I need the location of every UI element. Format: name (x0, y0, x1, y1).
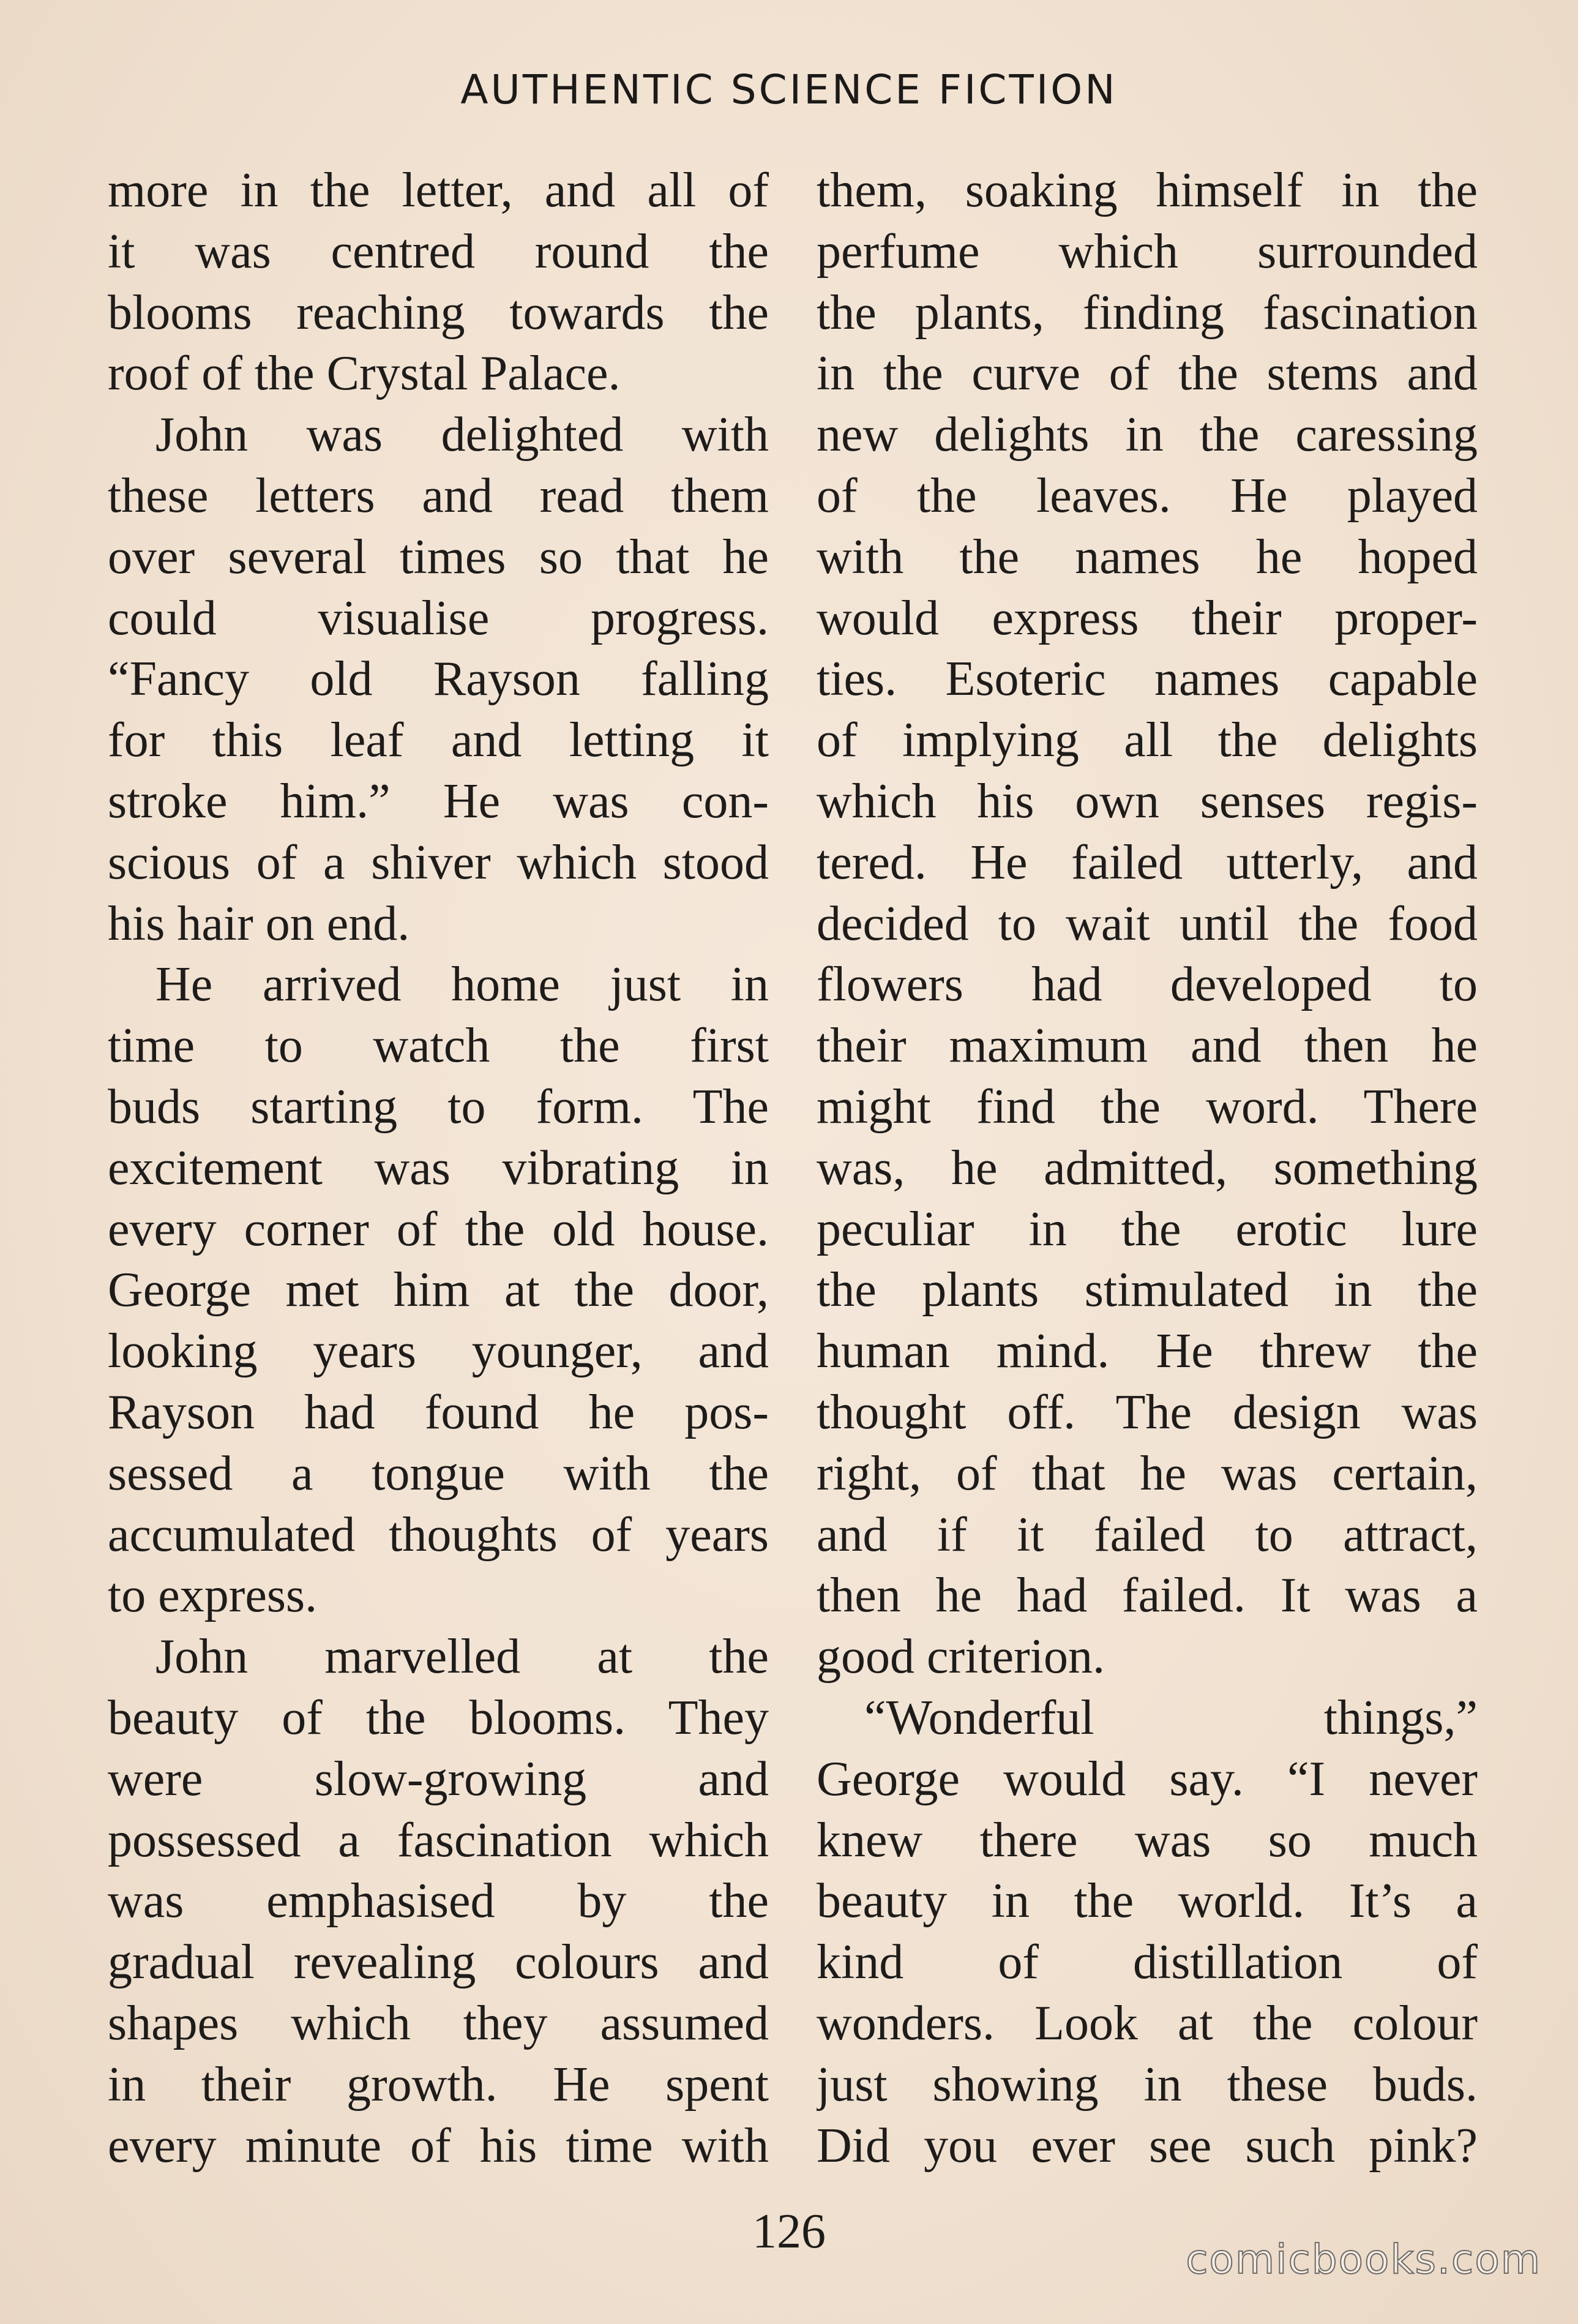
text-line: them, soaking himself in the (817, 163, 1478, 217)
page-number: 126 (752, 2205, 826, 2258)
text-line: stroke him.” He was con- (108, 774, 769, 828)
text-line: more in the letter, and all of (108, 163, 769, 217)
text-line: “Wonderful things,” (864, 1690, 1478, 1745)
text-line: every corner of the old house. (108, 1202, 769, 1256)
text-line: their maximum and then he (817, 1019, 1478, 1073)
text-line: of the leaves. He played (817, 468, 1478, 523)
text-line: thought off. The design was (817, 1385, 1478, 1439)
text-line: John marvelled at the (155, 1630, 769, 1684)
text-line: the plants stimulated in the (817, 1263, 1478, 1318)
text-line: Did you ever see such pink? (817, 2118, 1478, 2173)
text-line: to express. (108, 1569, 318, 1623)
text-line: of implying all the delights (817, 713, 1478, 768)
text-line: for this leaf and letting it (108, 713, 769, 768)
text-line: shapes which they assumed (108, 1996, 769, 2050)
text-line: in the curve of the stems and (817, 347, 1478, 401)
text-line: gradual revealing colours and (108, 1935, 769, 1990)
text-line: could visualise progress. (108, 591, 769, 645)
text-line: was emphasised by the (108, 1874, 769, 1929)
text-line: blooms reaching towards the (108, 285, 769, 340)
text-line: then he had failed. It was a (817, 1569, 1478, 1623)
text-line: every minute of his time with (108, 2118, 769, 2173)
right-column (817, 160, 1478, 2176)
text-line: John was delighted with (155, 408, 769, 462)
text-line: his hair on end. (108, 896, 410, 951)
text-line: George met him at the door, (108, 1263, 769, 1318)
text-line: Rayson had found he pos- (108, 1385, 769, 1439)
text-line: scious of a shiver which stood (108, 835, 769, 890)
text-line: decided to wait until the food (817, 896, 1478, 951)
text-line: kind of distillation of (817, 1935, 1478, 1990)
text-line: ties. Esoteric names capable (817, 652, 1478, 707)
watermark: comicbooks.com (1186, 2236, 1541, 2283)
text-line: were slow-growing and (108, 1752, 769, 1806)
text-line: looking years younger, and (108, 1324, 769, 1379)
text-line: tered. He failed utterly, and (817, 835, 1478, 890)
text-line: accumulated thoughts of years (108, 1507, 769, 1562)
text-line: peculiar in the erotic lure (817, 1202, 1478, 1256)
text-line: new delights in the caressing (817, 408, 1478, 462)
text-line: good criterion. (817, 1630, 1105, 1684)
text-line: which his own senses regis- (817, 774, 1478, 828)
text-line: buds starting to form. The (108, 1079, 769, 1134)
text-line: was, he admitted, something (817, 1141, 1478, 1195)
text-line: right, of that he was certain, (817, 1446, 1478, 1501)
text-line: wonders. Look at the colour (817, 1996, 1478, 2050)
text-line: it was centred round the (108, 224, 769, 279)
text-line: He arrived home just in (155, 958, 769, 1012)
text-line: these letters and read them (108, 468, 769, 523)
text-line: excitement was vibrating in (108, 1141, 769, 1195)
running-head: AUTHENTIC SCIENCE FICTION (460, 66, 1118, 113)
text-line: would express their proper- (817, 591, 1478, 645)
text-line: in their growth. He spent (108, 2057, 769, 2112)
text-line: and if it failed to attract, (817, 1507, 1478, 1562)
text-line: just showing in these buds. (817, 2057, 1478, 2112)
text-line: beauty in the world. It’s a (817, 1874, 1478, 1929)
text-line: might find the word. There (817, 1079, 1478, 1134)
text-line: time to watch the first (108, 1019, 769, 1073)
left-column (108, 160, 769, 2176)
text-line: roof of the Crystal Palace. (108, 347, 621, 401)
text-line: with the names he hoped (817, 530, 1478, 584)
text-line: the plants, finding fascination (817, 285, 1478, 340)
text-line: over several times so that he (108, 530, 769, 584)
text-line: knew there was so much (817, 1813, 1478, 1867)
text-line: possessed a fascination which (108, 1813, 769, 1867)
text-line: “Fancy old Rayson falling (108, 652, 769, 707)
text-line: flowers had developed to (817, 958, 1478, 1012)
text-line: beauty of the blooms. They (108, 1690, 769, 1745)
text-line: George would say. “I never (817, 1752, 1478, 1806)
text-line: human mind. He threw the (817, 1324, 1478, 1379)
text-line: sessed a tongue with the (108, 1446, 769, 1501)
text-line: perfume which surrounded (817, 224, 1478, 279)
